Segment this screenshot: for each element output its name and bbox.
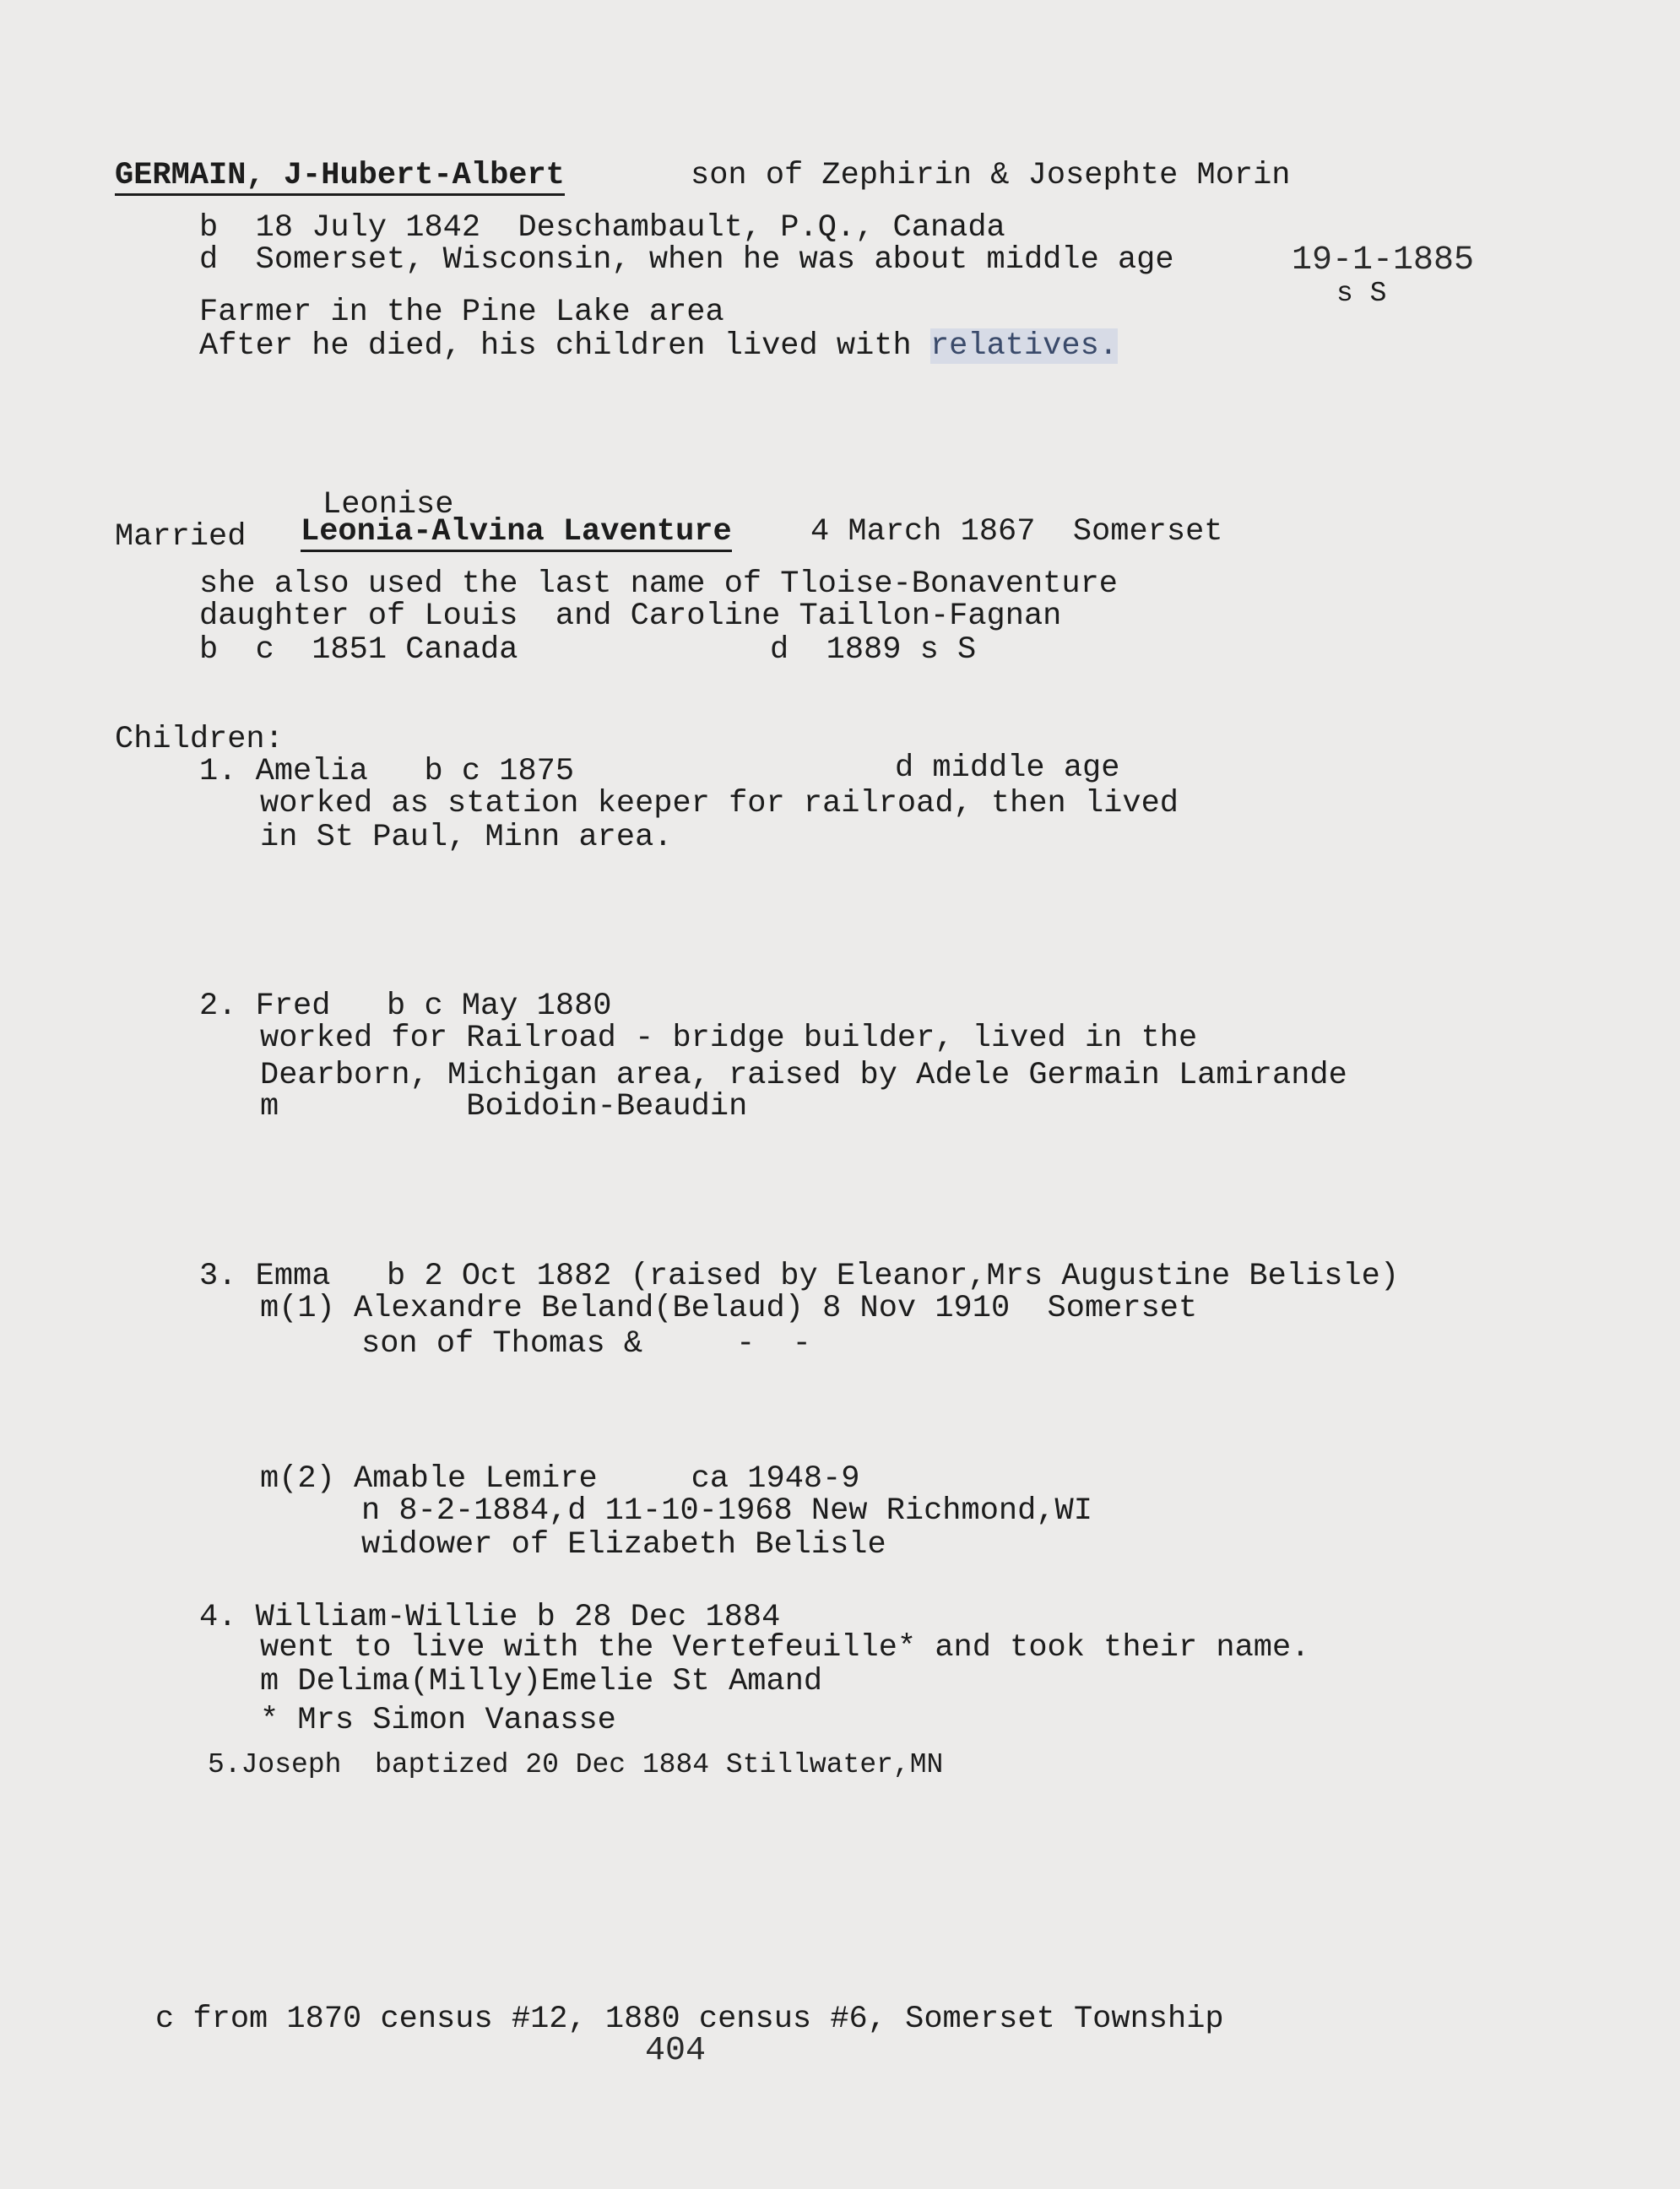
source-note: c from 1870 census #12, 1880 census #6, Somerset Township: [155, 2002, 1224, 2037]
child-2-line-3: Dearborn, Michigan area, raised by Adele Germain Lamirande: [260, 1058, 1347, 1093]
child-3-line-3: son of Thomas & - -: [361, 1326, 811, 1362]
death-source: s S: [1336, 278, 1387, 309]
child-1-line-2: worked as station keeper for railroad, then lived: [260, 786, 1179, 821]
child-4-line-2: went to live with the Vertefeuille* and took their name.: [260, 1630, 1310, 1666]
child-1-death: d middle age: [895, 750, 1120, 786]
note-prefix: After he died, his children lived with: [199, 328, 930, 364]
children-label: Children:: [115, 722, 284, 757]
death-line: d Somerset, Wisconsin, when he was about middle age: [199, 242, 1174, 278]
child-4-line-3: m Delima(Milly)Emelie St Amand: [260, 1664, 823, 1699]
child-5-line-1: 5.Joseph baptized 20 Dec 1884 Stillwater,MN: [208, 1749, 944, 1780]
child-1-line-1: 1. Amelia b c 1875: [199, 754, 575, 789]
death-date-handwritten: 19-1-1885: [1292, 241, 1475, 279]
child-2-line-4: m Boidoin-Beaudin: [260, 1089, 748, 1124]
child-2-line-2: worked for Railroad - bridge builder, lived in the: [260, 1021, 1198, 1056]
person-name: GERMAIN, J-Hubert-Albert: [115, 160, 565, 196]
note-line: [199, 328, 1118, 364]
child-3-line-5: n 8-2-1884,d 11-10-1968 New Richmond,WI: [361, 1493, 1092, 1529]
occupation-line: Farmer in the Pine Lake area: [199, 295, 724, 330]
parents: son of Zephirin & Josephte Morin: [691, 158, 1291, 193]
child-4-line-1: 4. William-Willie b 28 Dec 1884: [199, 1600, 781, 1635]
child-4-line-4: * Mrs Simon Vanasse: [260, 1703, 616, 1738]
marriage-date-place: 4 March 1867 Somerset: [810, 514, 1223, 550]
child-3-line-6: widower of Elizabeth Belisle: [361, 1527, 886, 1563]
spouse-alt-name: Leonise: [322, 487, 454, 523]
note-word: relatives.: [929, 328, 1118, 364]
spouse-birth: b c 1851 Canada: [199, 632, 518, 668]
child-1-line-3: in St Paul, Minn area.: [260, 820, 673, 855]
spouse-death: d 1889 s S: [770, 632, 977, 668]
child-3-line-2: m(1) Alexandre Beland(Belaud) 8 Nov 1910 Somerset: [260, 1291, 1198, 1326]
child-3-line-1: 3. Emma b 2 Oct 1882 (raised by Eleanor,Mrs Augustine Belisle): [199, 1259, 1400, 1294]
child-3-line-4: m(2) Amable Lemire ca 1948-9: [260, 1461, 860, 1497]
page-number: 404: [645, 2032, 707, 2070]
spouse-note-2: daughter of Louis and Caroline Taillon-Fagnan: [199, 599, 1062, 634]
child-2-line-1: 2. Fred b c May 1880: [199, 989, 612, 1024]
married-label: Married: [115, 519, 247, 555]
spouse-note-1: she also used the last name of Tloise-Bonaventure: [199, 566, 1118, 602]
birth-line: b 18 July 1842 Deschambault, P.Q., Canada: [199, 210, 1005, 246]
spouse-name: Leonia-Alvina Laventure: [301, 517, 732, 552]
